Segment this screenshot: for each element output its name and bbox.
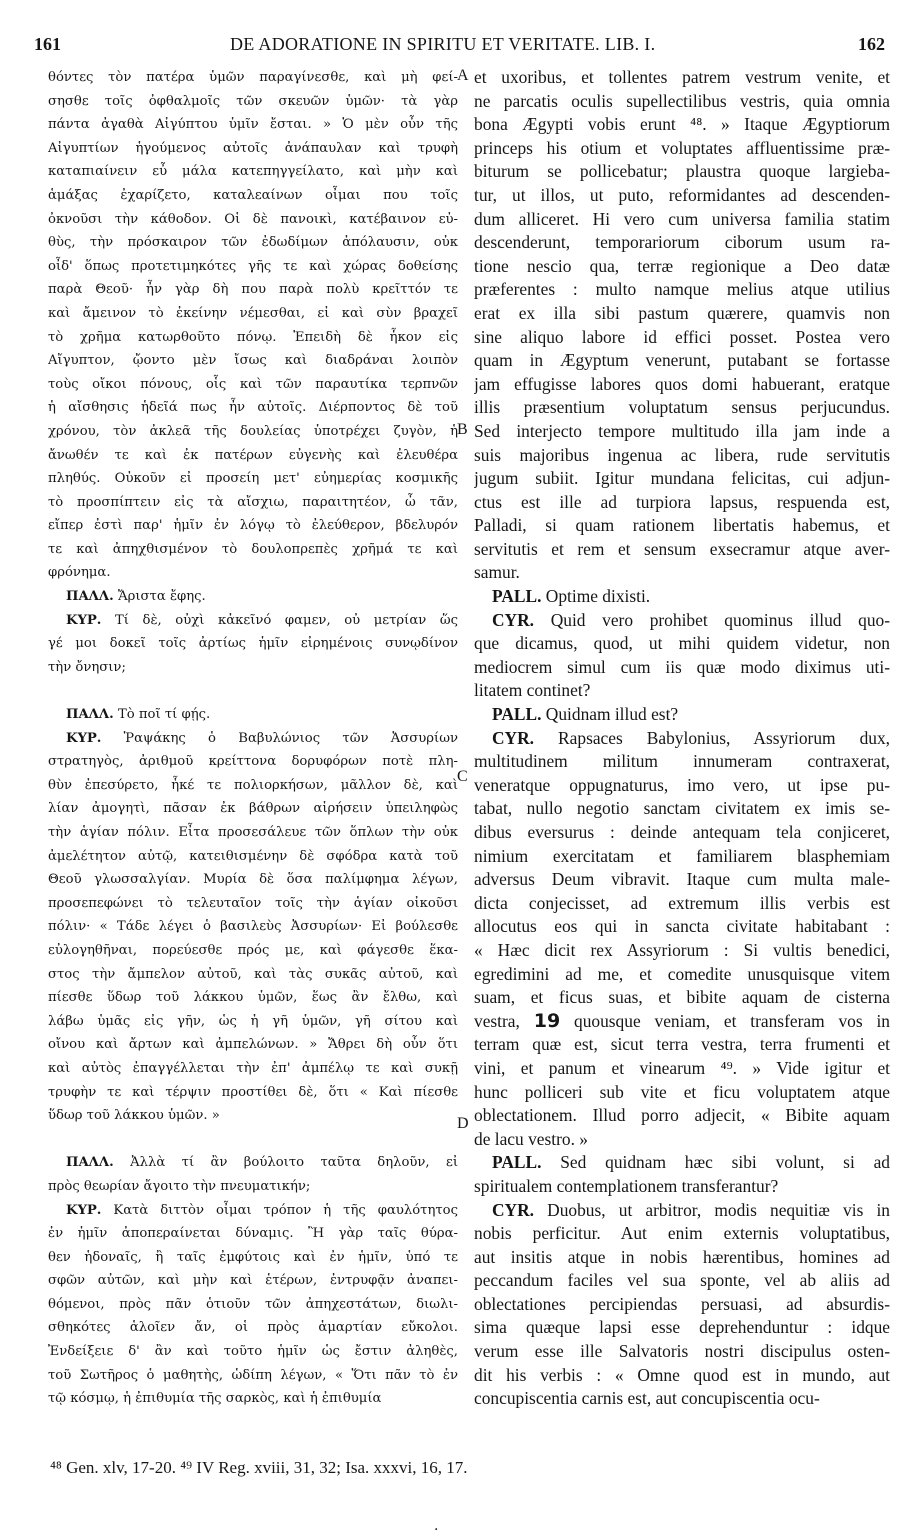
greek-text-line: ΠΑΛΛ. Ἄριστα ἔφης. [66,589,206,605]
greek-text-line: Αἰγυπτίων ἡγούμενος αὐτοῖς ἀνάπαυλαν καὶ τρυφὴ [48,140,458,156]
latin-text-line: biturum se pollicebatur; plaustra quoque largieba- [474,161,890,182]
latin-text-line: illis præsentium voluptatum sensus perjucundus. [474,397,890,418]
greek-text-line: τὴν ὄνησιν; [48,659,126,675]
speaker-label: ΠΑΛΛ. [66,1155,114,1171]
latin-text-line: veneratque oppugnaturus, imo vero, ut ipse pu- [474,774,890,795]
latin-text-line: « Hæc dicit rex Assyriorum : Si vultis benedici, [474,939,890,960]
latin-text-line: nobis perficitur. Aut enim externis voluptatibus, [474,1223,890,1244]
greek-text-line: οἴνου καὶ ἄρτων καὶ ἀμπελώνων. » Ἄθρει δὴ οὖν ὅτι [48,1037,458,1053]
greek-text-line: καὶ ἄμεινον τὸ ἐκείνην νέμεσθαι, εἰ καὶ σὺν βραχεῖ [48,305,458,321]
latin-text-line: tur, ut illos, ut puto, reformidantes ad descenden- [474,184,890,205]
greek-text-line: ΠΑΛΛ. Τὸ ποῖ τί φῄς. [66,707,211,723]
greek-text-line: ἡ αἴσθησις ἡδεῖά πως ἦν αὐτοῖς. Διέρποντος δὲ τοῦ [48,400,458,416]
latin-text-line: PALL. Optime dixisti. [492,586,651,607]
speaker-label: CYR. [492,1199,535,1220]
latin-text-line: peccandum faciles vel sua sponte, vel ab aliis ad [474,1270,890,1291]
latin-text-line: hunc polliceri sub vite et ficu voluptatem atque [474,1081,890,1102]
margin-marker-a: A [457,67,469,84]
greek-text-line: τὸ προσπίπτειν εἰς τὰ αἴσχιω, παραιτητέον, ὦ τᾶν, [48,494,458,510]
greek-text-line: σησθε τοῖς ὀφθαλμοῖς τῶν σκευῶν ὑμῶν· τὰ γὰρ [48,93,458,109]
greek-text-line: τοὺς οἴκοι πόνους, οἷς καὶ τῶν παραυτίκα τερπνῶν [48,376,458,392]
latin-text-line: oblectationem. Illud porro adjecit, « Bibite aquam [474,1105,890,1126]
latin-text-line: multitudinem militum innumeram contraxerat, [474,751,890,772]
greek-text-line: ὕδωρ τοῦ λάκκου ὑμῶν. » [48,1108,220,1124]
latin-text-line: vestra, 19 quousque veniam, et transferam vos in [474,1009,890,1032]
latin-text-line: dit his verbis : « Omne quod est in mundo, aut [474,1364,890,1385]
greek-text-line: ΚΥΡ. Ῥαψάκης ὁ Βαβυλώνιος τῶν Ἀσσυρίων [66,730,458,746]
margin-marker-b: B [457,421,468,438]
greek-text-line: Θεοῦ γλωσσαλγίαν. Μυρία δὲ ὅσα παλίμφημα λέγων, [48,872,458,888]
latin-text-line: adversus Deum vibravit. Itaque cum multa male- [474,869,890,890]
latin-text-line: litatem continet? [474,680,591,701]
latin-text-line: dum alliceret. Hi vero cum universa familia statim [474,208,890,229]
speaker-label: CYR. [492,609,535,630]
latin-text-line: terram quæ est, sicut terra vestra, terra frumenti et [474,1034,890,1055]
greek-text-line: παρὰ Θεοῦ· ἦν γὰρ δὴ που παρὰ πολὺ κρεῖττόν τε [48,282,458,298]
latin-text-line: Sed interjecto tempore multitudo illa jam inde a [474,420,890,441]
speaker-label: CYR. [492,727,535,748]
page-number-right: 162 [858,34,885,54]
speaker-label: ΠΑΛΛ. [66,707,114,723]
latin-text-line: PALL. Quidnam illud est? [492,704,679,725]
latin-text-line: servitutis et rem et sensum exsecramur atque aver- [474,538,890,559]
speaker-label: PALL. [492,704,542,725]
running-header [0,30,923,60]
latin-text-line: tabat, nullo negotio sanctam civitatem ex imis se- [474,798,890,819]
greek-text-line: θόντες τὸν πατέρα ὑμῶν παραγίνεσθε, καὶ μὴ φεί- [48,70,458,85]
greek-text-line: πρὸς θεωρίαν ἄγοιτο τὴν πνευματικήν; [48,1178,311,1194]
latin-text-line: verum esse ille Salvatoris nostri discipulus osten- [474,1341,890,1362]
greek-text-line: πίεσθε ὕδωρ τοῦ λάκκου ὑμῶν, ἕως ἂν ἔλθω, καὶ [48,990,458,1006]
latin-text-line: suam, et ficus suas, et bibite aquam de cisterna [474,987,890,1008]
page-number-left: 161 [34,34,61,54]
latin-text-line: jugum subiit. Igitur mundana felicitas, cui adjun- [474,468,890,489]
greek-text-line: σθηκότες ἁλοῖεν ἄν, οἱ πρὸς ἁμαρτίαν εὔκολοι. [48,1320,458,1336]
latin-text-line: dicta conjecisset, ad extremum illis verbis est [474,892,890,913]
latin-text-line: CYR. Duobus, ut arbitror, modis nequitiæ vis in [492,1199,890,1220]
greek-text-line: λάβω ὑμᾶς εἰς γῆν, ὡς ἡ γῆ ὑμῶν, γῆ σίτου καὶ [48,1013,458,1029]
footnotes: ⁴⁸ Gen. xlv, 17-20. ⁴⁹ IV Reg. xviii, 31, 32; Isa. xxxvi, 16, 17. [50,1458,468,1477]
greek-text-line: ἄνωθέν τε καὶ ἐκ πατέρων εὐγενὴς καὶ ἐλευθέρα [48,447,458,463]
greek-text-line: οἶδ' ὅπως προτετιμηκότες γῆς τε καὶ χώρας δοθείσης [48,258,458,274]
latin-text-line: aut insitis atque in nobis hærentibus, homines ad [474,1246,890,1267]
latin-text-line: allocutus eos qui in sancta civitate habitabant : [474,916,890,937]
greek-text-line: εἴπερ ἐστὶ παρ' ἡμῖν ἐν λόγῳ τὸ ἐλεύθερον, βδελυρόν [48,518,458,534]
greek-text-line: ὀκνοῦσι τὴν κάθοδον. Οἱ δὲ πανοικὶ, κατέβαινον εὐ- [48,211,458,227]
greek-text-line: σφῶν αὐτῶν, καὶ μὴν καὶ ἑτέρων, ἐντρυφᾷν ἀναπει- [48,1273,458,1289]
greek-text-line: τὴν ἁγίαν πόλιν. Εἶτα προσεσάλευε τῶν ὅπλων τὴν οὐκ [48,825,458,840]
greek-text-column [48,66,458,1411]
greek-text-line: ἐν ἡμῖν ἀποπεραίνεται δύναμις. Ἢ γὰρ ταῖς θύρα- [48,1226,458,1242]
latin-text-line: princeps his otium et voluptates affluentissime præ- [474,137,890,158]
latin-text-line: Palladi, si quam rationem libertatis habemus, et [474,515,890,536]
greek-text-line: χρόνου, τὸν ἀκλεᾶ τῆς δουλείας ὑποτρέχει ζυγὸν, ἡ [48,423,458,439]
latin-text-line: descenderunt, temporariorum ciborum usum ra- [474,232,890,253]
latin-text-line: tione nescio qua, terræ regionique a Deo datæ [474,255,890,276]
greek-text-line: ΠΑΛΛ. Ἀλλὰ τί ἂν βούλοιτο ταῦτα δηλοῦν, εἰ [66,1155,458,1171]
greek-text-line: τοῦ Σωτῆρος ὁ μαθητὴς, ὡδίπη λέγων, « Ὅτι πᾶν τὸ ἐν [48,1367,458,1383]
latin-text-line: et uxoribus, et tollentes patrem vestrum venite, et [474,67,890,87]
latin-text-column [474,66,890,1411]
margin-marker-c: C [457,768,468,785]
greek-text-line: ἀμελέτητον αὐτῷ, κατειθισμένην δὲ σφόδρα κατὰ τοῦ [48,848,458,864]
latin-text-line: de lacu vestro. » [474,1128,588,1149]
greek-text-line: προσεπεφώνει τὸ τελευταῖον τοῖς τὴν ἁγίαν οἰκοῦσι [48,895,458,911]
speaker-label: ΚΥΡ. [66,612,102,628]
greek-text-line: ΚΥΡ. Τί δὲ, οὐχὶ κἀκεῖνό φαμεν, οὐ μετρίαν ὥς [66,612,458,628]
greek-text-line: τὸ χρῆμα κατωρθοῦτο πόνῳ. Ἐπειδὴ δὲ ἧκον εἰς [48,329,458,345]
latin-text-line: egredimini ad me, et comedite unusquisque vitem [474,963,890,984]
greek-text-line: Αἴγυπτον, ᾤοντο μὲν ἴσως καὶ διαδράναι λοιπὸν [48,353,458,369]
speaker-label: ΚΥΡ. [66,730,102,746]
speaker-label: ΠΑΛΛ. [66,589,114,605]
greek-text-blank-line [48,1128,458,1152]
latin-text-line: CYR. Rapsaces Babylonius, Assyriorum dux, [492,727,890,748]
latin-text-line: ctus est ille ad turpiora lapsus, respuenda est, [474,491,890,512]
latin-text-line: nimium exercitatam et familiarem blasphemiam [474,845,890,866]
greek-text-line: θεν ἡδοναῖς, ἢ ταῖς ἐμφύτοις καὶ ἐν ἡμῖν, ὑπό τε [48,1249,458,1265]
latin-text-line: vini, et panum et vinearum ⁴⁹. » Vide igitur et [474,1057,890,1078]
latin-text-line: suis majoribus ingenua ac libera, rude servitutis [474,444,890,465]
latin-text-line: oblectationes percipiendas persuasi, ad absurdis- [474,1293,890,1314]
greek-text-line: φρόνημα. [48,565,111,581]
running-title: DE ADORATIONE IN SPIRITU ET VERITATE. LIB. I. [230,34,656,54]
latin-text-line: sine aliquo labore id effici posset. Postea vero [474,326,890,347]
greek-text-line: τρυφὴν τε καὶ τέρψιν προστίθει δὲ, ὅτι « Καὶ πίεσθε [48,1084,458,1100]
greek-text-line: στρατηγὸς, ἀριθμοῦ κρείττονα δορυφόρων ποτὲ πλη- [48,754,458,770]
greek-text-line: Ἐνδείξειε δ' ἂν καὶ τοῦτο ἡμῖν ὡς ἔστιν ἀληθὲς, [48,1344,458,1360]
latin-text-line: PALL. Sed quidnam hæc sibi volunt, si ad [492,1152,890,1173]
latin-text-line: jam effugisse labores quos domi habuerant, eratque [474,373,890,394]
greek-text-line: τε καὶ ἀπηχθισμένον τὸ δουλοπρεπὲς χρῆμά τε καὶ [48,541,458,557]
greek-text-line: πληθύς. Οὐκοῦν εἰ προσείη μετ' εὐημερίας κοσμικῆς [48,471,458,487]
speaker-label: PALL. [492,1152,542,1173]
greek-text-line: θὺν ἐπεσύρετο, ἧκέ τε πολιορκήσων, μᾶλλον δὲ, καὶ [48,777,458,793]
latin-text-line: mediocrem simul cum iis quæ modo diximus uti- [474,656,890,677]
latin-text-line: CYR. Quid vero prohibet quominus illud quo- [492,609,890,630]
latin-text-line: spiritualem contemplationem transferantur? [474,1175,779,1196]
greek-text-line: πάντα ἀγαθὰ Αἰγύπτου ὑμῖν ἔσται. » Ὁ μὲν οὖν τῆς [48,117,458,133]
greek-text-line: εὐλογηθῆναι, πορεύεσθε πρός με, καὶ φάγεσθε ἕκα- [48,942,458,958]
margin-marker-d: D [457,1115,469,1132]
latin-text-line: que dicamus, quod, ut mihi quidem videtur, non [474,633,890,654]
greek-text-line: στος τὴν ἄμπελον αὐτοῦ, καὶ τὰς συκᾶς αὐτοῦ, καὶ [48,966,458,982]
bottom-mark: . [434,1518,439,1534]
speaker-label: ΚΥΡ. [66,1202,102,1218]
greek-text-line: καταπιαίνειν εὖ μάλα κατεπηγγείλατο, καὶ μὴν καὶ [48,164,458,180]
speaker-label: PALL. [492,586,542,607]
greek-text-blank-line [48,679,458,703]
greek-text-line: θὺς, τὴν πρόσκαιρον τῶν ἐδωδίμων ἀπόλαυσιν, οὐκ [48,235,458,251]
greek-text-line: θόμενοι, πρὸς πᾶν ὁτιοῦν τῶν ἀπηχεστάτων, διωλι- [48,1296,458,1312]
latin-text-line: præferentes : multo namque melius atque utilius [474,279,890,300]
greek-text-line: γέ μοι δοκεῖ τοῖς ἀρτίως ἡμῖν εἰρημένοις συνῳδίνον [48,636,458,652]
latin-text-line: quam in Ægyptum venerunt, putabant se fortasse [474,350,890,371]
latin-text-line: sima quæque lapsi esse deprehenduntur : idque [474,1317,890,1338]
greek-text-line: τῷ κόσμῳ, ἡ ἐπιθυμία τῆς σαρκὸς, καὶ ἡ ἐπιθυμία [48,1391,382,1407]
latin-text-line: ne parcatis oculis supellectilibus vestris, quia omnia [474,90,890,111]
latin-text-line: concupiscentia carnis est, aut concupiscentia ocu- [474,1388,820,1409]
greek-text-line: πόλιν· « Τάδε λέγει ὁ βασιλεὺς Ἀσσυρίων· Εἰ βούλεσθε [48,919,458,935]
greek-text-line: ἁμάξας ἐχαρίζετο, καταλεαίνων οἶμαι που τοῖς [48,187,458,203]
greek-text-line: καὶ αὐτὸς ἐπαγγέλλεται τὴν ἐπ' ἀμπέλῳ τε καὶ συκῇ [48,1060,458,1076]
column-number-marker: 19 [533,1009,561,1032]
latin-text-line: erat ex illa sibi pastum quærere, quamvis non [474,302,890,323]
latin-text-line: bona Ægypti vobis erunt ⁴⁸. » Itaque Ægyptiorum [474,114,890,135]
latin-text-line: samur. [474,562,520,583]
greek-text-line: λίαν ἀμογητὶ, πᾶσαν ἐκ βάθρων αἱρήσειν ὑπειληφὼς [48,801,458,817]
greek-text-line: ΚΥΡ. Κατὰ διττὸν οἶμαι τρόπον ἡ τῆς φαυλότητος [66,1202,458,1218]
latin-text-line: dibus eversurus : deinde antequam tela conjiceret, [474,822,890,842]
